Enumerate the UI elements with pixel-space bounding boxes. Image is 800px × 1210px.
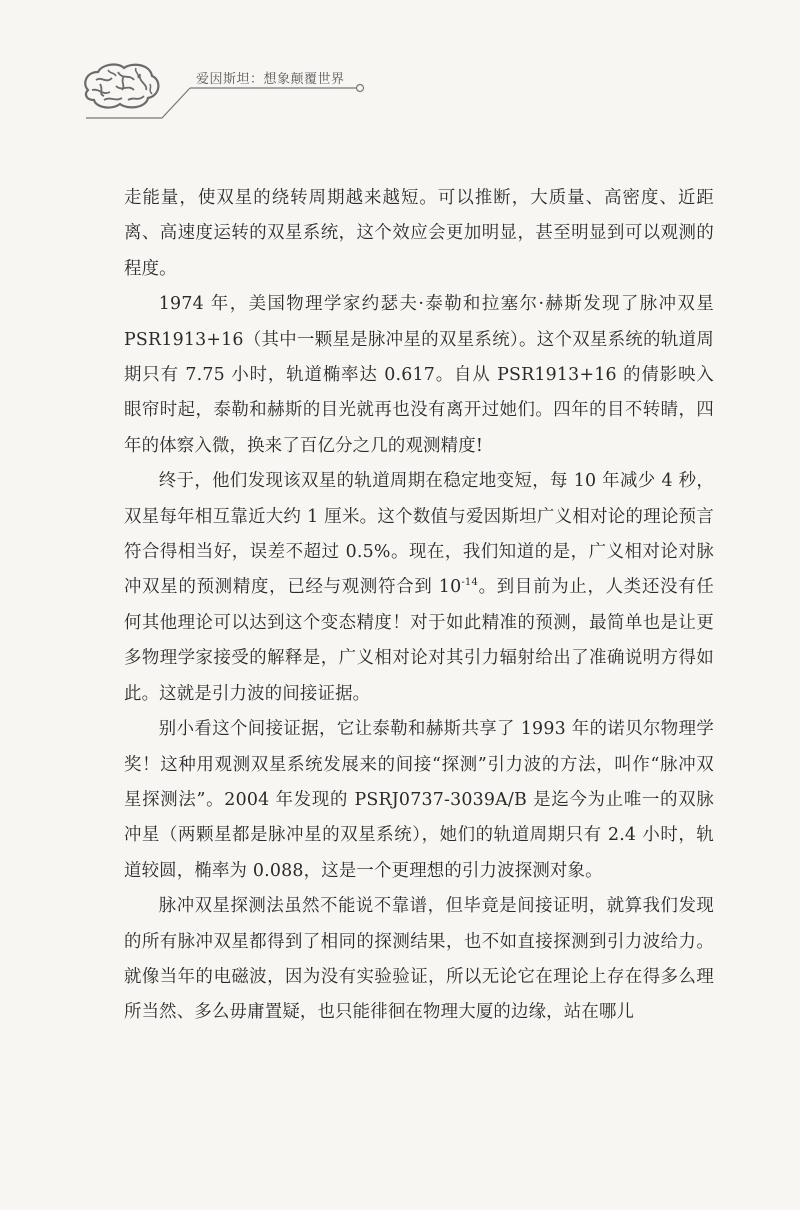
paragraph-3-text-a: 终于，他们发现该双星的轨道周期在稳定地变短，每 10 年减少 4 秒，双星每年相互靠近大约 1 厘米。这个数值与爱因斯坦广义相对论的理论预言符合得相当好，误差不超过 0.5%。现在，我们知道的是，广义相对论对脉冲双星的预测精度，已经与观测符合到 10 bbox=[124, 471, 714, 598]
paragraph-3-text-b: 。到目前为止，人类还没有任何其他理论可以达到这个变态精度！对于如此精准的预测，最简单也是让更多物理学家接受的解释是，广义相对论对其引力辐射给出了准确说明方得如此。这就是引力波的间接证据。 bbox=[124, 577, 714, 704]
header-rule bbox=[78, 56, 398, 126]
paragraph-1: 走能量，使双星的绕转周期越来越短。可以推断，大质量、高密度、近距离、高速度运转的双星系统，这个效应会更加明显，甚至明显到可以观测的程度。 bbox=[124, 188, 714, 279]
exponent: -14 bbox=[461, 577, 479, 589]
paragraph-3 bbox=[124, 464, 714, 712]
paragraph-2: 1974 年，美国物理学家约瑟夫·泰勒和拉塞尔·赫斯发现了脉冲双星 PSR1913+16（其中一颗星是脉冲星的双星系统）。这个双星系统的轨道周期只有 7.75 小时，轨道椭率达 0.617。自从 PSR1913+16 的倩影映入眼帘时起，泰勒和赫斯的目光就再也没有离开过她们。四年的目不转睛，四年的体察入微，换来了百亿分之几的观测精度! bbox=[124, 294, 714, 456]
page-body bbox=[124, 181, 714, 1031]
paragraph-4: 别小看这个间接证据，它让泰勒和赫斯共享了 1993 年的诺贝尔物理学奖！这种用观测双星系统发展来的间接“探测”引力波的方法，叫作“脉冲双星探测法”。2004 年发现的 PSRJ0737-3039A/B 是迄今为止唯一的双脉冲星（两颗星都是脉冲星的双星系统），她们的轨道周期只有 2.4 小时，轨道较圆，椭率为 0.088，这是一个更理想的引力波探测对象。 bbox=[124, 719, 714, 881]
paragraph-5: 脉冲双星探测法虽然不能说不靠谱，但毕竟是间接证明，就算我们发现的所有脉冲双星都得到了相同的探测结果，也不如直接探测到引力波给力。就像当年的电磁波，因为没有实验验证，所以无论它在理论上存在得多么理所当然、多么毋庸置疑，也只能徘徊在物理大厦的边缘，站在哪儿 bbox=[124, 896, 714, 1023]
page-header bbox=[78, 56, 398, 126]
book-title: 爱因斯坦：想象颠覆世界 bbox=[196, 72, 345, 87]
